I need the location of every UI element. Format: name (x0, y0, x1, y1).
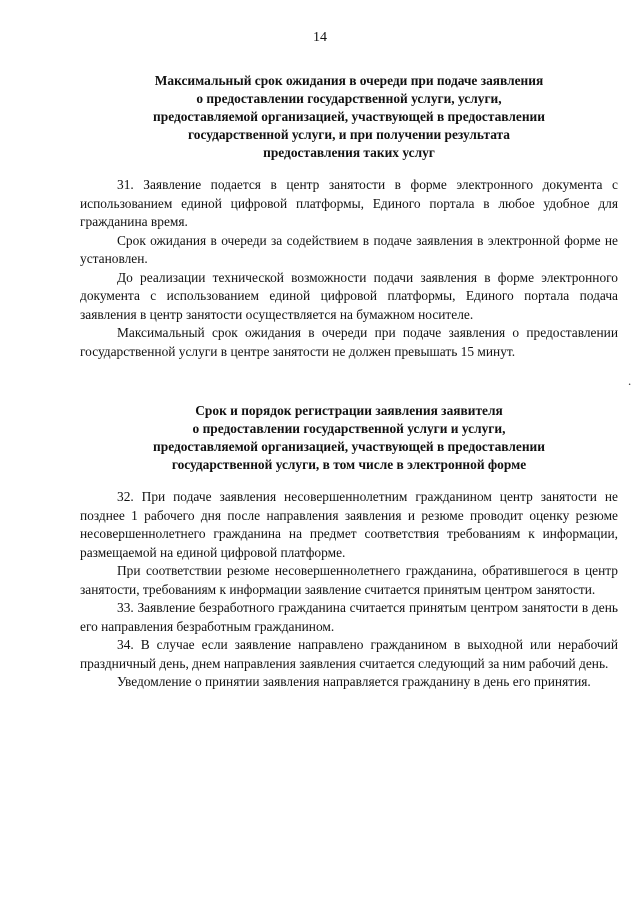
paragraph: Уведомление о принятии заявления направляется гражданину в день его принятия. (117, 674, 591, 689)
paragraph: При соответствии резюме несовершеннолетнего гражданина, обратившегося в центр занятости, требованиям к информации заявление считается принятым центром занятости. (80, 563, 618, 597)
paragraph-32: 32. При подаче заявления несовершеннолетним гражданином центр занятости не позднее 1 рабочего дня после направления заявления и резюме проводит оценку резюме несовершеннолетнего гражданина на предмет соответствия требованиям к информации, размещаемой на единой цифровой платформе. (80, 489, 618, 560)
heading-line: предоставляемой организацией, участвующей в предоставлении (153, 439, 545, 454)
margin-mark: . (628, 373, 632, 388)
paragraph-31: 31. Заявление подается в центр занятости в форме электронного документа с использованием единой цифровой платформы, Единого портала в любое удобное для гражданина время. (80, 177, 618, 229)
section-body-queue-wait (80, 176, 618, 361)
heading-line: государственной услуги, в том числе в электронной форме (171, 457, 527, 472)
page-number: 14 (313, 30, 327, 45)
heading-line: государственной услуги, и при получении результата (188, 127, 510, 142)
heading-line: предоставления таких услуг (263, 145, 435, 160)
paragraph: До реализации технической возможности подачи заявления в форме электронного документа с использованием единой цифровой платформы, Единого портала подача заявления в центр занятости осуществляется на бумажном носителе. (80, 269, 618, 322)
heading-line: предоставляемой организацией, участвующей в предоставлении (153, 109, 545, 124)
paragraph: Максимальный срок ожидания в очереди при подаче заявления о предоставлении государственной услуги в центре занятости не должен превышать 15 минут. (80, 325, 618, 359)
heading-line: Срок и порядок регистрации заявления заявителя (195, 403, 503, 418)
section-heading-queue-wait (80, 72, 618, 162)
paragraph-33: 33. Заявление безработного гражданина считается принятым центром занятости в день его направления безработным гражданином. (80, 600, 618, 634)
heading-line: о предоставлении государственной услуги и услуги, (192, 421, 506, 436)
heading-line: Максимальный срок ожидания в очереди при подаче заявления (154, 73, 544, 88)
section-heading-registration (80, 402, 618, 474)
paragraph: Срок ожидания в очереди за содействием в подаче заявления в электронной форме не установлен. (80, 232, 618, 266)
heading-line: о предоставлении государственной услуги, услуги, (196, 91, 502, 106)
paragraph-34: 34. В случае если заявление направлено гражданином в выходной или нерабочий праздничный день, днем направления заявления считается следующий за ним рабочий день. (80, 637, 618, 671)
section-body-registration (80, 488, 618, 692)
